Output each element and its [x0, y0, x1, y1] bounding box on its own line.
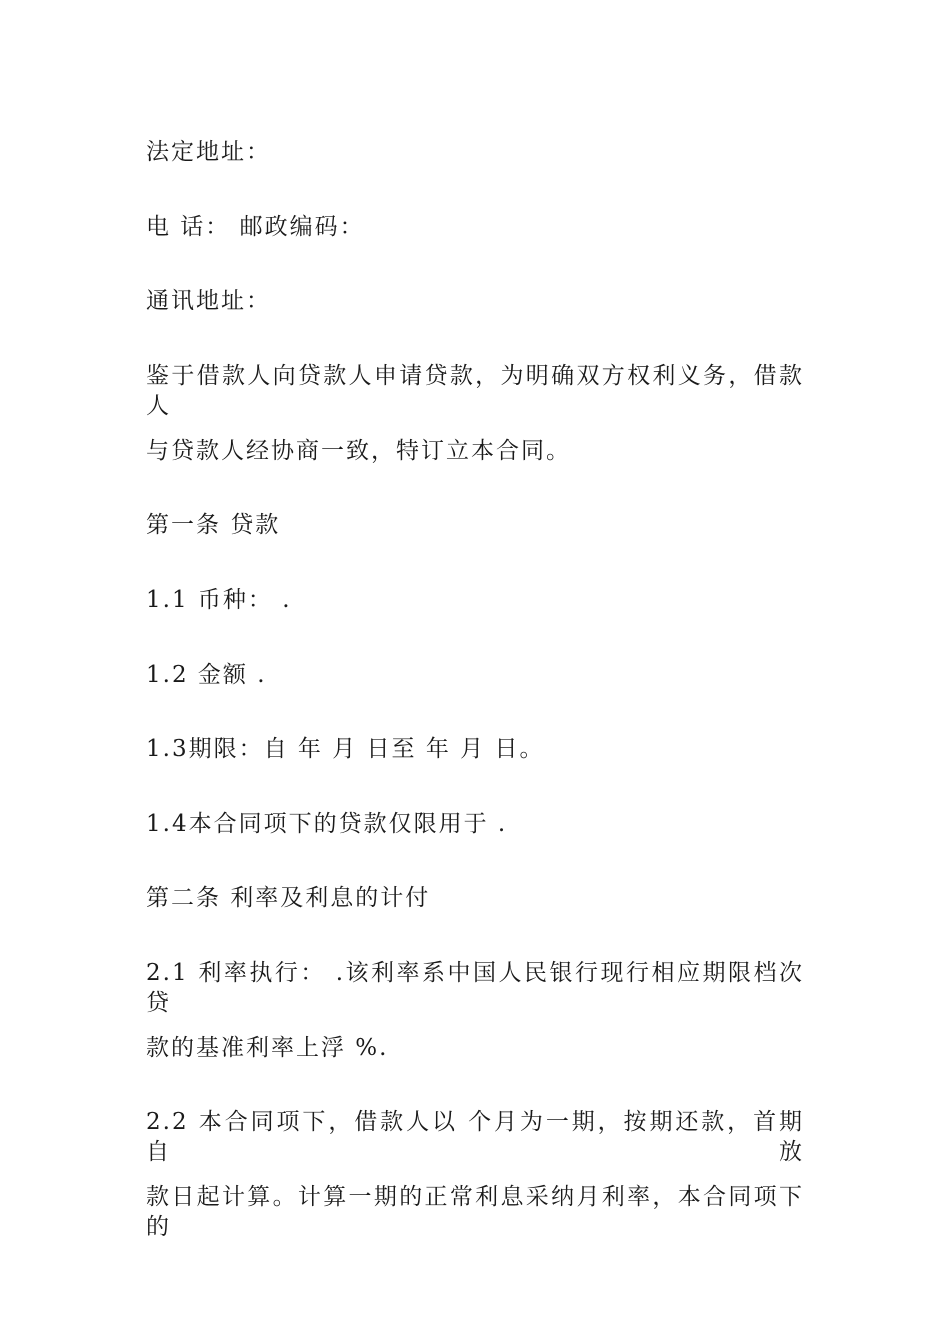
clause-2-1-line-1: 2.1 利率执行： .该利率系中国人民银行现行相应期限档次贷 — [146, 960, 804, 1016]
clause-1-4: 1.4本合同项下的贷款仅限用于 . — [146, 811, 508, 837]
preamble-line-2: 与贷款人经协商一致，特订立本合同。 — [146, 438, 571, 464]
clause-1-2: 1.2 金额 . — [146, 662, 267, 688]
article-1-heading: 第一条 贷款 — [146, 512, 281, 538]
phone-postcode-line: 电 话： 邮政编码： — [146, 214, 365, 240]
mailing-address-line: 通讯地址： — [146, 288, 271, 314]
article-2-heading: 第二条 利率及利息的计付 — [146, 885, 431, 911]
legal-address-line: 法定地址： — [146, 139, 271, 165]
clause-2-2-line-1: 2.2 本合同项下，借款人以 个月为一期，按期还款，首期自放 — [146, 1109, 804, 1165]
clause-2-2-line-2: 款日起计算。计算一期的正常利息采纳月利率，本合同项下的 — [146, 1184, 804, 1240]
clause-1-3: 1.3期限：自 年 月 日至 年 月 日。 — [146, 736, 545, 762]
clause-2-1-line-2: 款的基准利率上浮 %. — [146, 1035, 389, 1061]
clause-1-1: 1.1 币种： . — [146, 587, 292, 613]
preamble-line-1: 鉴于借款人向贷款人申请贷款，为明确双方权利义务，借款人 — [146, 363, 804, 419]
